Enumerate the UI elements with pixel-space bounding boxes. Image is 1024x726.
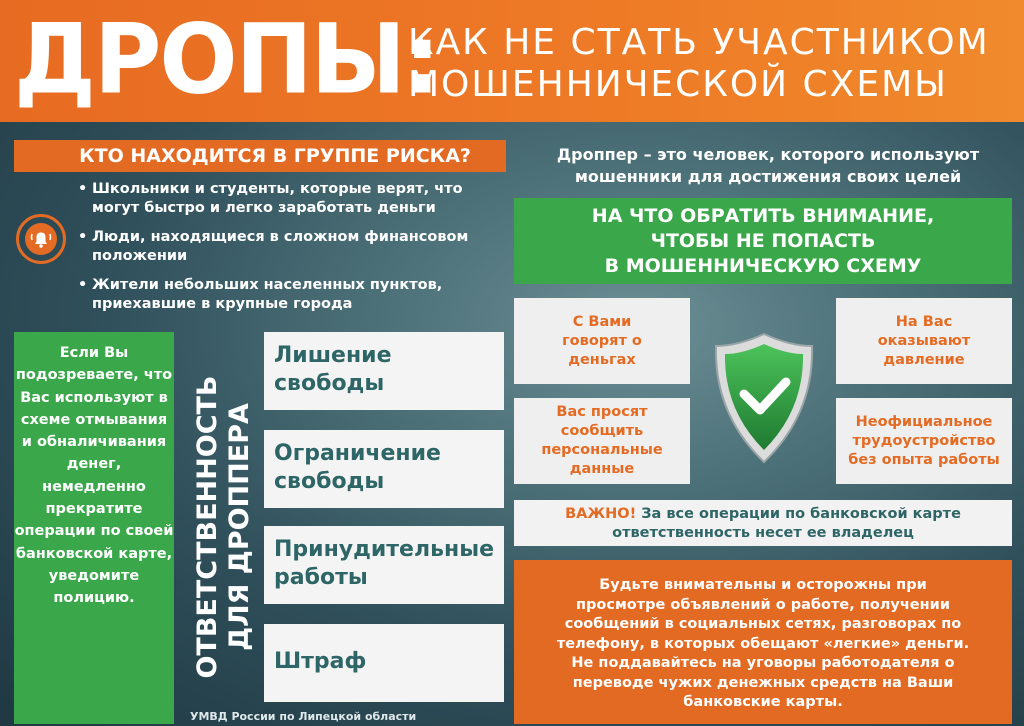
warning-text: Будьте внимательны и осторожны при просмотре объявлений о работе, получении сообщений в социальных сетях, разговорах по телефону, в которых обещают «легкие» деньги. Не поддавайтесь на уговоры работодателя о переводе чужих денежных средств на Ваши банковские карты.	[556, 577, 970, 710]
sign-card-pressure	[836, 298, 1012, 384]
responsibility-title-line-1: ОТВЕТСТВЕННОСТЬ	[192, 375, 223, 679]
shield-check-icon	[708, 328, 820, 472]
responsibility-title	[184, 330, 264, 724]
responsibility-title-text	[192, 337, 256, 717]
list-item: • Люди, находящиеся в сложном финансовом положении	[78, 228, 508, 266]
sign-card-personal-data	[514, 398, 690, 484]
police-advice-box: Если Вы подозреваете, что Вас используют в схеме отмывания и обналичивания денег, немедленно прекратите операции по своей банковской карте, уведомите полицию.	[14, 332, 174, 724]
attention-line-3: В МОШЕННИЧЕСКУЮ СХЕМУ	[604, 255, 922, 277]
sign-card-money-talk	[514, 298, 690, 384]
sign-card-text: С Вами говорят о деньгах	[562, 313, 642, 368]
dropper-definition: Дроппер – это человек, которого используют мошенники для достижения своих целей	[556, 145, 980, 186]
penalty-card-forced-labor: Принудительные работы	[264, 526, 504, 604]
penalty-card-fine: Штраф	[264, 624, 504, 702]
list-item: • Школьники и студенты, которые верят, что могут быстро и легко заработать деньги	[78, 180, 508, 218]
sign-card-text: Вас просят сообщить персональные данные	[541, 404, 663, 477]
subtitle-line-2: МОШЕННИЧЕСКОЙ СХЕМЫ	[408, 64, 948, 105]
responsibility-title-line-2: ДЛЯ ДРОППЕРА	[224, 403, 255, 651]
warning-box	[514, 560, 1012, 724]
brand-title: ДРОПЫ:	[14, 3, 439, 116]
alarm-bell-icon	[16, 214, 66, 264]
penalty-card-restriction: Ограничение свободы	[264, 430, 504, 508]
list-item: • Жители небольших населенных пунктов, приехавшие в крупные города	[78, 276, 508, 314]
attention-banner	[514, 198, 1012, 284]
header-banner	[0, 0, 1024, 122]
important-text: За все операции по банковской карте ответственность несет ее владелец	[612, 506, 961, 541]
sign-card-text: Неофициальное трудоустройство без опыта работы	[848, 413, 1000, 468]
subtitle-line-1: КАК НЕ СТАТЬ УЧАСТНИКОМ	[408, 22, 990, 63]
sign-card-text: На Вас оказывают давление	[877, 313, 971, 368]
sign-card-informal-job	[836, 398, 1012, 484]
risk-group-list	[78, 180, 508, 324]
risk-group-title: КТО НАХОДИТСЯ В ГРУППЕ РИСКА?	[14, 140, 506, 172]
important-note	[514, 500, 1012, 546]
penalty-card-imprisonment: Лишение свободы	[264, 332, 504, 410]
header-subtitle	[408, 22, 1020, 106]
attention-line-2: ЧТОБЫ НЕ ПОПАСТЬ	[650, 230, 876, 252]
attention-line-1: НА ЧТО ОБРАТИТЬ ВНИМАНИЕ,	[591, 205, 935, 227]
important-label: ВАЖНО!	[565, 506, 637, 522]
footer-credit: УМВД России по Липецкой области	[190, 710, 417, 723]
